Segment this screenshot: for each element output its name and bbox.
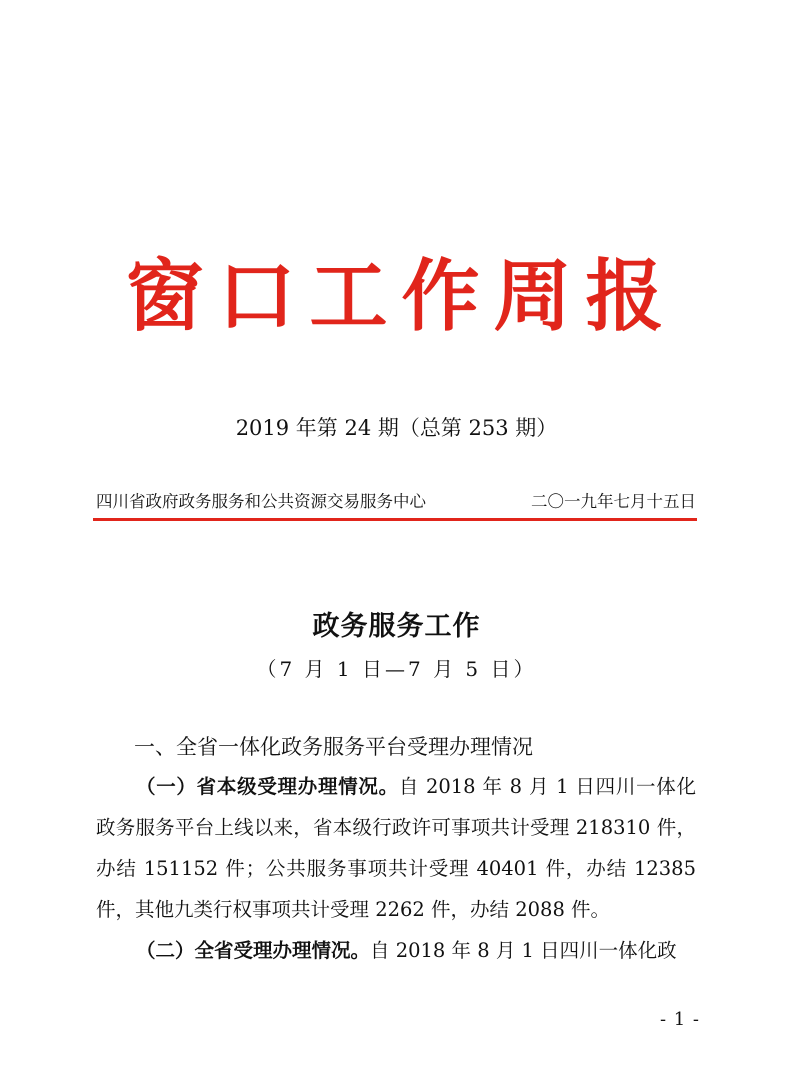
red-divider [93, 518, 697, 521]
section-heading: 一、全省一体化政务服务平台受理办理情况 [134, 735, 533, 759]
publish-date: 二〇一九年七月十五日 [531, 492, 696, 511]
paragraph-lead: （二）全省受理办理情况。 [136, 939, 371, 962]
issue-number: 2019 年第 24 期（总第 253 期） [235, 416, 558, 440]
paragraph-text: 自 2018 年 8 月 1 日四川一体化政务服务平台上线以来，省本级行政许可事项共计受理 218310 件，办结 151152 件；公共服务事项共计受理 40401 件，办结 12385 件，其他九类行权事项共计受理 2262 件，办结 2088 件。 [96, 775, 696, 921]
article-title: 政务服务工作 [312, 611, 481, 642]
paragraph [96, 766, 696, 930]
article-date-range: （7 月 1 日—7 月 5 日） [256, 657, 537, 681]
paragraph-lead: （一）省本级受理办理情况。 [136, 775, 399, 798]
paragraph [96, 930, 696, 971]
page-number: - 1 - [659, 1009, 700, 1030]
paragraph-text: 自 2018 年 8 月 1 日四川一体化政 [370, 939, 677, 962]
publisher-name: 四川省政府政务服务和公共资源交易服务中心 [96, 492, 426, 511]
masthead-title: 窗口工作周报 [125, 251, 678, 342]
publisher-row [96, 487, 696, 513]
